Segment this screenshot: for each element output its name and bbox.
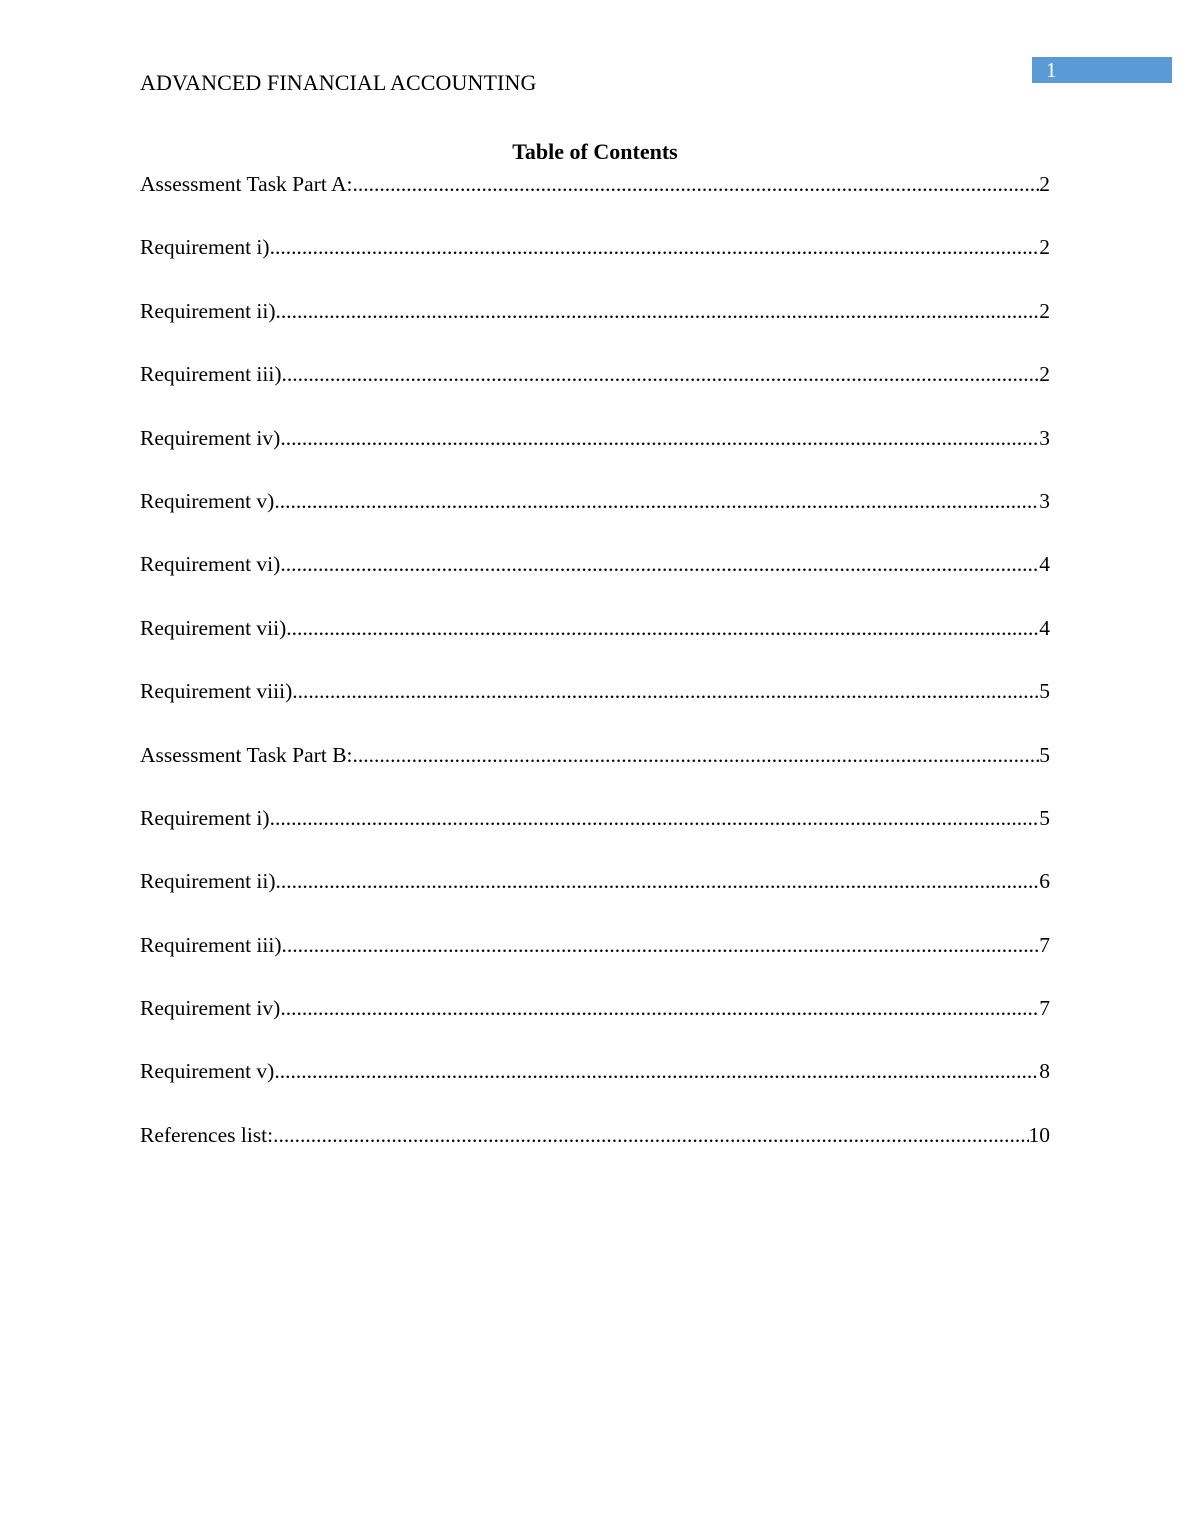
toc-entry-references[interactable] [140,1119,1050,1182]
toc-entry-a-requirement-iii[interactable] [140,358,1050,421]
toc-entry-a-requirement-viii[interactable] [140,675,1050,738]
toc-entry-b-requirement-ii[interactable] [140,865,1050,928]
toc-dot-leader [274,1055,1039,1087]
toc-entry-b-requirement-v[interactable] [140,1055,1050,1118]
toc-entry-page: 2 [1039,235,1050,260]
toc-entry-a-requirement-iv[interactable] [140,422,1050,485]
toc-entry-label: Requirement v) [140,1059,275,1084]
toc-entry-page: 4 [1039,552,1050,577]
page-number-badge: 1 [1032,57,1172,83]
toc-entry-a-requirement-ii[interactable] [140,295,1050,358]
toc-dot-leader [280,422,1039,454]
toc-entry-label: Assessment Task Part B: [140,742,353,767]
running-head-title: ADVANCED FINANCIAL ACCOUNTING [140,70,537,95]
toc-entry-part-a[interactable] [140,168,1050,231]
toc-title: Table of Contents [512,139,678,164]
toc-entry-page: 7 [1039,932,1050,957]
toc-entry-page: 2 [1039,298,1050,323]
toc-dot-leader [273,1119,1028,1151]
toc-entry-a-requirement-i[interactable] [140,231,1050,294]
toc-entry-label: Requirement i) [140,805,270,830]
toc-entry-page: 3 [1039,488,1050,513]
toc-dot-leader [280,992,1039,1024]
toc-entry-a-requirement-vi[interactable] [140,548,1050,611]
toc-dot-leader [274,485,1039,517]
toc-dot-leader [286,612,1039,644]
toc-entry-page: 5 [1039,805,1050,830]
toc-entry-label: Requirement viii) [140,679,293,704]
toc-entry-page: 4 [1039,615,1050,640]
toc-dot-leader [270,802,1040,834]
toc-entry-a-requirement-vii[interactable] [140,612,1050,675]
toc-dot-leader [276,865,1040,897]
toc-entry-part-b[interactable] [140,739,1050,802]
toc-dot-leader [270,231,1040,263]
toc-entry-page: 7 [1039,996,1050,1021]
toc-entry-label: Requirement ii) [140,298,276,323]
toc-entry-page: 5 [1039,679,1050,704]
toc-dot-leader [292,675,1039,707]
toc-entry-label: Requirement ii) [140,869,276,894]
toc-entry-label: Requirement vii) [140,615,287,640]
toc-entry-label: Requirement iii) [140,932,282,957]
toc-entry-label: Requirement iv) [140,996,281,1021]
toc-dot-leader [282,929,1040,961]
toc-entry-label: Requirement v) [140,488,275,513]
toc-entry-a-requirement-v[interactable] [140,485,1050,548]
toc-entry-label: References list: [140,1122,274,1147]
toc-dot-leader [353,168,1040,200]
toc-entry-page: 8 [1039,1059,1050,1084]
toc-entry-page: 6 [1039,869,1050,894]
toc-entry-b-requirement-iii[interactable] [140,929,1050,992]
toc-dot-leader [353,739,1040,771]
toc-dot-leader [280,548,1039,580]
toc-entry-page: 2 [1039,362,1050,387]
toc-dot-leader [282,358,1040,390]
toc-entry-label: Requirement iv) [140,425,281,450]
toc-entry-b-requirement-iv[interactable] [140,992,1050,1055]
toc-entry-label: Assessment Task Part A: [140,172,353,196]
toc-entry-label: Requirement vi) [140,552,281,577]
toc-entry-page: 5 [1039,742,1050,767]
toc-entry-b-requirement-i[interactable] [140,802,1050,865]
table-of-contents [140,168,1050,1182]
toc-entry-page: 2 [1039,172,1050,196]
toc-entry-page: 10 [1028,1122,1050,1147]
toc-entry-page: 3 [1039,425,1050,450]
toc-entry-label: Requirement i) [140,235,270,260]
toc-entry-label: Requirement iii) [140,362,282,387]
toc-dot-leader [276,295,1040,327]
